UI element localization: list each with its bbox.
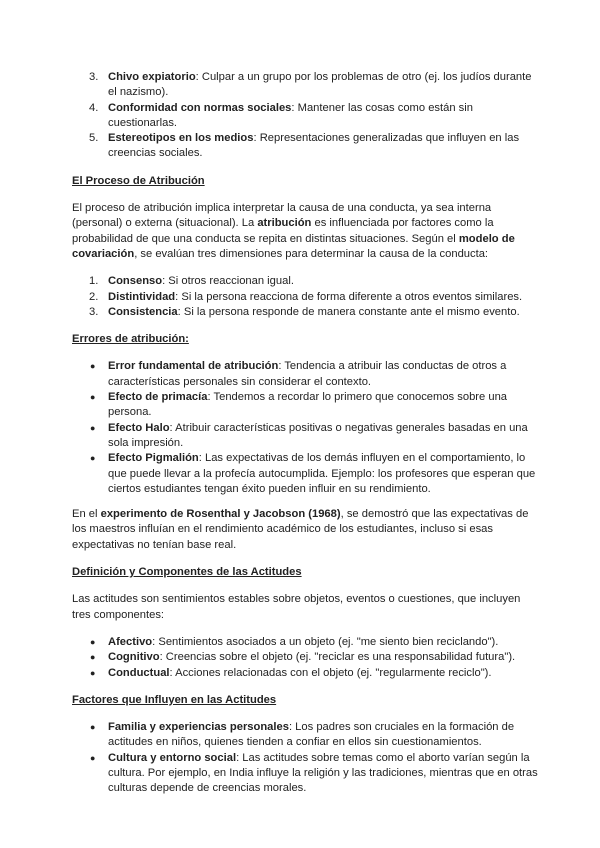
list-text: : Tendencia a atribuir las conductas de otros a características personales sin considerar el contexto. bbox=[108, 360, 507, 388]
section-heading-factores: Factores que Influyen en las Actitudes bbox=[72, 693, 277, 706]
list-text: : Creencias sobre el objeto (ej. "reciclar es una responsabilidad futura"). bbox=[159, 651, 516, 664]
list-term: Familia y experiencias personales bbox=[108, 721, 289, 734]
list-text: : Si la persona reacciona de forma diferente a otros eventos similares. bbox=[175, 290, 523, 303]
list-number: 4. bbox=[89, 101, 99, 114]
list-term: Consenso bbox=[108, 275, 163, 288]
bullet-icon: ● bbox=[90, 422, 96, 433]
list-term: Conformidad con normas sociales bbox=[108, 101, 292, 114]
list-term: Consistencia bbox=[108, 305, 178, 318]
list-number: 3. bbox=[89, 305, 99, 318]
list-item bbox=[72, 101, 540, 132]
actitudes-bullet-list bbox=[72, 635, 540, 681]
section-heading-atribucion: El Proceso de Atribución bbox=[72, 174, 205, 187]
experimento-paragraph: En el experimento de Rosenthal y Jacobson (1968), se demostró que las expectativas de los maestros influían en el rendimiento académico de los estudiantes, incluso si esas expectativas no tenían base real. bbox=[72, 508, 529, 551]
top-numbered-list bbox=[72, 70, 540, 162]
list-text: : Las actitudes sobre temas como el aborto varían según la cultura. Por ejemplo, en India influye la religión y las tradiciones, mientras que en otras culturas depende de creencias morales. bbox=[108, 751, 538, 795]
factores-bullet-list bbox=[72, 720, 540, 796]
list-item bbox=[72, 635, 540, 650]
bullet-icon: ● bbox=[90, 453, 96, 464]
list-item bbox=[72, 274, 540, 289]
list-number: 2. bbox=[89, 290, 99, 303]
bullet-icon: ● bbox=[90, 361, 96, 372]
list-term: Distintividad bbox=[108, 290, 176, 303]
atribucion-paragraph: El proceso de atribución implica interpretar la causa de una conducta, ya sea interna (personal) o externa (situacional). La atribución es influenciada por factores como la probabilidad de que una conducta se repita en distintas situaciones. Según el modelo de covariación, se evalúan tres dimensiones para determinar la causa de la conducta: bbox=[72, 202, 515, 260]
list-item bbox=[72, 359, 540, 390]
bullet-icon: ● bbox=[90, 722, 96, 733]
list-number: 3. bbox=[89, 71, 99, 83]
list-item bbox=[72, 650, 540, 665]
errores-bullet-list bbox=[72, 359, 540, 497]
list-item bbox=[72, 451, 540, 497]
covariacion-list bbox=[72, 274, 540, 320]
list-term: Cultura y entorno social bbox=[108, 751, 237, 764]
actitudes-intro: Las actitudes son sentimientos estables sobre objetos, eventos o cuestiones, que incluyen tres componentes: bbox=[72, 593, 521, 621]
list-number: 1. bbox=[89, 275, 99, 288]
list-text: : Si otros reaccionan igual. bbox=[162, 275, 294, 288]
section-heading-errores: Errores de atribución: bbox=[72, 333, 189, 346]
section-heading-actitudes: Definición y Componentes de las Actitudes bbox=[72, 566, 302, 579]
list-term: Conductual bbox=[108, 666, 170, 679]
list-text: : Acciones relacionadas con el objeto (ej. "regularmente reciclo"). bbox=[169, 666, 492, 679]
bullet-icon: ● bbox=[90, 392, 96, 403]
list-number: 5. bbox=[89, 132, 99, 145]
list-text: : Culpar a un grupo por los problemas de otro (ej. los judíos durante el nazismo). bbox=[108, 71, 532, 99]
list-term: Error fundamental de atribución bbox=[108, 360, 279, 373]
list-item bbox=[72, 131, 540, 162]
list-item bbox=[72, 290, 540, 305]
list-term: Cognitivo bbox=[108, 651, 160, 664]
list-text: : Representaciones generalizadas que influyen en las creencias sociales. bbox=[108, 132, 520, 160]
list-item bbox=[72, 390, 540, 421]
bullet-icon: ● bbox=[90, 667, 96, 678]
list-item bbox=[72, 720, 540, 751]
bullet-icon: ● bbox=[90, 636, 96, 647]
list-item bbox=[72, 421, 540, 452]
list-text: : Tendemos a recordar lo primero que conocemos sobre una persona. bbox=[108, 391, 508, 419]
list-text: : Sentimientos asociados a un objeto (ej. "me siento bien reciclando"). bbox=[152, 635, 499, 648]
list-term: Efecto Pigmalión bbox=[108, 452, 199, 465]
list-term: Afectivo bbox=[108, 635, 153, 648]
list-term: Chivo expiatorio bbox=[108, 71, 196, 83]
list-text: : Mantener las cosas como están sin cuestionarlas. bbox=[108, 101, 473, 129]
list-item bbox=[72, 666, 540, 681]
list-text: : Las expectativas de los demás influyen en el comportamiento, lo que puede llevar a la profecía autocumplida. Ejemplo: los profesores que esperan que ciertos estudiantes tengan éxito pueden influir en su rendimiento. bbox=[108, 452, 536, 495]
list-item bbox=[72, 751, 540, 797]
list-text: : Si la persona responde de manera constante ante el mismo evento. bbox=[177, 305, 520, 318]
list-item bbox=[72, 305, 540, 320]
list-item bbox=[72, 70, 540, 101]
list-term: Efecto Halo bbox=[108, 421, 170, 434]
bullet-icon: ● bbox=[90, 752, 96, 763]
list-term: Efecto de primacía bbox=[108, 391, 208, 404]
list-text: : Atribuir características positivas o negativas generales basadas en una sola impresión. bbox=[108, 421, 528, 449]
bullet-icon: ● bbox=[90, 652, 96, 663]
list-text: : Los padres son cruciales en la formación de actitudes en niños, quienes tienden a confiar en ellos sin cuestionamientos. bbox=[108, 721, 515, 749]
list-term: Estereotipos en los medios bbox=[108, 132, 254, 145]
